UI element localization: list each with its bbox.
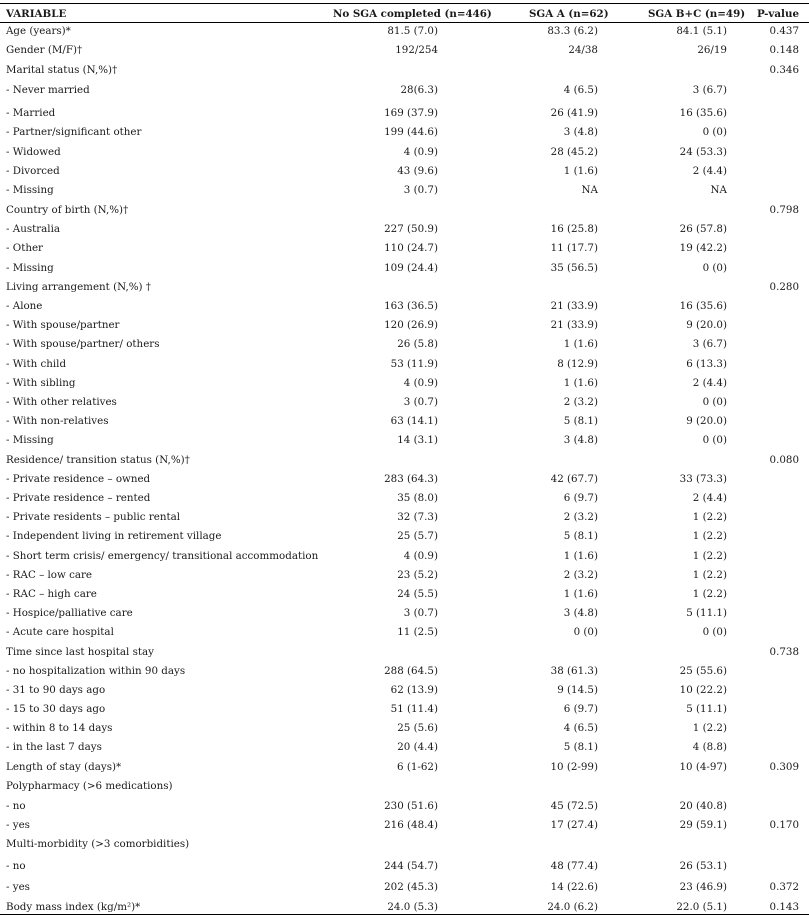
header-p-value: P-value <box>756 8 799 20</box>
cell-sga-a: 11 (17.7) <box>550 242 598 254</box>
cell-sga-a: 4 (6.5) <box>563 722 598 734</box>
cell-sga-a: 2 (3.2) <box>563 569 598 581</box>
cell-sga-bc: 1 (2.2) <box>692 550 727 562</box>
cell-sga-bc: 25 (55.6) <box>679 665 727 677</box>
cell-sga-bc: 10 (22.2) <box>679 684 727 696</box>
cell-no-sga: 288 (64.5) <box>384 665 438 677</box>
cell-no-sga: 32 (7.3) <box>397 511 438 523</box>
cell-sga-a: 4 (6.5) <box>563 84 598 96</box>
cell-no-sga: 63 (14.1) <box>390 415 438 427</box>
cell-sga-bc: 16 (35.6) <box>679 300 727 312</box>
cell-sga-a: 1 (1.6) <box>563 550 598 562</box>
row-label: - With child <box>6 358 67 370</box>
cell-p-value: 0.346 <box>769 64 799 76</box>
cell-sga-bc: 20 (40.8) <box>679 800 727 812</box>
row-label: - With other relatives <box>6 396 117 408</box>
row-label: - Alone <box>6 300 43 312</box>
cell-p-value: 0.170 <box>769 819 799 831</box>
row-label: - Never married <box>6 84 90 96</box>
cell-p-value: 0.280 <box>769 281 799 293</box>
cell-sga-bc: 0 (0) <box>702 396 727 408</box>
cell-sga-a: 2 (3.2) <box>563 396 598 408</box>
cell-sga-a: 42 (67.7) <box>550 473 598 485</box>
cell-sga-bc: 9 (20.0) <box>686 319 727 331</box>
cell-sga-bc: 6 (13.3) <box>686 358 727 370</box>
cell-sga-a: 5 (8.1) <box>563 530 598 542</box>
row-label: - Hospice/palliative care <box>6 607 133 619</box>
cell-sga-bc: 29 (59.1) <box>679 819 727 831</box>
cell-no-sga: 227 (50.9) <box>384 223 438 235</box>
row-label: - Divorced <box>6 165 60 177</box>
row-label: - no <box>6 860 26 872</box>
row-label: - Missing <box>6 262 54 274</box>
row-label: - no <box>6 800 26 812</box>
row-label: - With sibling <box>6 377 76 389</box>
cell-no-sga: 25 (5.7) <box>397 530 438 542</box>
cell-no-sga: 14 (3.1) <box>397 434 438 446</box>
cell-sga-a: 1 (1.6) <box>563 165 598 177</box>
row-label: Gender (M/F)† <box>6 44 83 56</box>
cell-sga-a: 3 (4.8) <box>563 607 598 619</box>
cell-sga-bc: 0 (0) <box>702 262 727 274</box>
cell-no-sga: 4 (0.9) <box>403 377 438 389</box>
cell-p-value: 0.437 <box>769 25 799 37</box>
row-label: - Acute care hospital <box>6 626 114 638</box>
cell-no-sga: 163 (36.5) <box>384 300 438 312</box>
cell-sga-bc: 10 (4-97) <box>679 761 727 773</box>
cell-sga-bc: 2 (4.4) <box>692 377 727 389</box>
cell-sga-bc: 2 (4.4) <box>692 492 727 504</box>
cell-no-sga: 4 (0.9) <box>403 550 438 562</box>
row-label: Age (years)* <box>6 25 71 37</box>
cell-sga-a: 38 (61.3) <box>550 665 598 677</box>
cell-no-sga: 192/254 <box>395 44 438 56</box>
cell-no-sga: 3 (0.7) <box>403 184 438 196</box>
cell-no-sga: 3 (0.7) <box>403 396 438 408</box>
cell-no-sga: 53 (11.9) <box>390 358 438 370</box>
row-label: - With non-relatives <box>6 415 109 427</box>
cell-no-sga: 51 (11.4) <box>390 703 438 715</box>
cell-no-sga: 6 (1-62) <box>397 761 438 773</box>
cell-sga-bc: 3 (6.7) <box>692 84 727 96</box>
cell-sga-bc: 1 (2.2) <box>692 530 727 542</box>
cell-no-sga: 109 (24.4) <box>384 262 438 274</box>
cell-sga-a: 83.3 (6.2) <box>547 25 598 37</box>
row-label: - With spouse/partner <box>6 319 120 331</box>
cell-sga-a: 48 (77.4) <box>550 860 598 872</box>
cell-sga-a: 45 (72.5) <box>550 800 598 812</box>
row-label: Residence/ transition status (N,%)† <box>6 454 190 466</box>
header-sga-bc: SGA B+C (n=49) <box>648 8 746 20</box>
cell-sga-bc: 84.1 (5.1) <box>676 25 727 37</box>
cell-sga-bc: NA <box>710 184 727 196</box>
cell-sga-a: 3 (4.8) <box>563 126 598 138</box>
cell-sga-bc: 5 (11.1) <box>686 607 727 619</box>
cell-sga-a: 35 (56.5) <box>550 262 598 274</box>
cell-sga-bc: 2 (4.4) <box>692 165 727 177</box>
cell-sga-a: 21 (33.9) <box>550 300 598 312</box>
cell-sga-a: 16 (25.8) <box>550 223 598 235</box>
cell-sga-bc: 23 (46.9) <box>679 881 727 893</box>
cell-no-sga: 283 (64.3) <box>384 473 438 485</box>
cell-sga-bc: 0 (0) <box>702 626 727 638</box>
row-label: - Private residence – rented <box>6 492 151 504</box>
cell-sga-a: 21 (33.9) <box>550 319 598 331</box>
row-label: - no hospitalization within 90 days <box>6 665 186 677</box>
row-label: - 15 to 30 days ago <box>6 703 106 715</box>
cell-no-sga: 43 (9.6) <box>397 165 438 177</box>
row-label: - Australia <box>6 223 61 235</box>
cell-no-sga: 216 (48.4) <box>384 819 438 831</box>
cell-sga-a: 5 (8.1) <box>563 741 598 753</box>
cell-sga-bc: 22.0 (5.1) <box>676 901 727 913</box>
cell-sga-bc: 19 (42.2) <box>679 242 727 254</box>
cell-sga-bc: 4 (8.8) <box>692 741 727 753</box>
row-label: - Private residents – public rental <box>6 511 181 523</box>
cell-sga-a: 5 (8.1) <box>563 415 598 427</box>
cell-sga-a: 24.0 (6.2) <box>547 901 598 913</box>
cell-sga-a: 14 (22.6) <box>550 881 598 893</box>
cell-sga-bc: 26 (53.1) <box>679 860 727 872</box>
header-sga-a: SGA A (n=62) <box>529 8 609 20</box>
row-label: - 31 to 90 days ago <box>6 684 106 696</box>
row-label: Polypharmacy (>6 medications) <box>6 780 173 792</box>
cell-sga-bc: 1 (2.2) <box>692 722 727 734</box>
cell-no-sga: 120 (26.9) <box>384 319 438 331</box>
row-label: - Missing <box>6 184 54 196</box>
cell-no-sga: 3 (0.7) <box>403 607 438 619</box>
cell-sga-bc: 26 (57.8) <box>679 223 727 235</box>
cell-no-sga: 35 (8.0) <box>397 492 438 504</box>
cell-no-sga: 202 (45.3) <box>384 881 438 893</box>
cell-sga-a: 1 (1.6) <box>563 377 598 389</box>
row-label: Body mass index (kg/m²)* <box>6 901 141 913</box>
row-label: - Other <box>6 242 43 254</box>
row-label: - Private residence – owned <box>6 473 151 485</box>
cell-no-sga: 11 (2.5) <box>397 626 438 638</box>
header-no-sga: No SGA completed (n=446) <box>333 8 492 20</box>
row-label: - Widowed <box>6 146 61 158</box>
cell-p-value: 0.080 <box>769 454 799 466</box>
cell-sga-bc: 0 (0) <box>702 126 727 138</box>
row-label: - With spouse/partner/ others <box>6 338 160 350</box>
cell-sga-a: 6 (9.7) <box>563 703 598 715</box>
table-bottom-rule <box>0 914 809 915</box>
row-label: - Missing <box>6 434 54 446</box>
cell-no-sga: 62 (13.9) <box>390 684 438 696</box>
cell-no-sga: 244 (54.7) <box>384 860 438 872</box>
cell-sga-bc: 33 (73.3) <box>679 473 727 485</box>
cell-no-sga: 20 (4.4) <box>397 741 438 753</box>
cell-sga-bc: 3 (6.7) <box>692 338 727 350</box>
cell-sga-a: 26 (41.9) <box>550 107 598 119</box>
cell-sga-a: 1 (1.6) <box>563 588 598 600</box>
cell-sga-a: 10 (2-99) <box>550 761 598 773</box>
cell-sga-a: 0 (0) <box>573 626 598 638</box>
cell-no-sga: 4 (0.9) <box>403 146 438 158</box>
row-label: - Short term crisis/ emergency/ transitional accommodation <box>6 550 319 562</box>
cell-p-value: 0.372 <box>769 881 799 893</box>
row-label: Marital status (N,%)† <box>6 64 118 76</box>
cell-no-sga: 169 (37.9) <box>384 107 438 119</box>
cell-p-value: 0.143 <box>769 901 799 913</box>
cell-sga-a: NA <box>581 184 598 196</box>
cell-sga-bc: 26/19 <box>697 44 727 56</box>
row-label: - RAC – low care <box>6 569 93 581</box>
cell-no-sga: 110 (24.7) <box>384 242 438 254</box>
row-label: - in the last 7 days <box>6 741 102 753</box>
cell-p-value: 0.148 <box>769 44 799 56</box>
row-label: Living arrangement (N,%) † <box>6 281 151 293</box>
cell-no-sga: 23 (5.2) <box>397 569 438 581</box>
cell-sga-bc: 9 (20.0) <box>686 415 727 427</box>
cell-p-value: 0.738 <box>769 646 799 658</box>
cell-sga-a: 6 (9.7) <box>563 492 598 504</box>
row-label: - Partner/significant other <box>6 126 142 138</box>
row-label: Time since last hospital stay <box>6 646 154 658</box>
cell-no-sga: 199 (44.6) <box>384 126 438 138</box>
cell-sga-a: 3 (4.8) <box>563 434 598 446</box>
cell-no-sga: 28(6.3) <box>400 84 438 96</box>
row-label: - within 8 to 14 days <box>6 722 113 734</box>
cell-sga-bc: 5 (11.1) <box>686 703 727 715</box>
cell-sga-bc: 1 (2.2) <box>692 588 727 600</box>
row-label: Length of stay (days)* <box>6 761 122 773</box>
cell-sga-bc: 0 (0) <box>702 434 727 446</box>
row-label: - yes <box>6 819 30 831</box>
cell-no-sga: 230 (51.6) <box>384 800 438 812</box>
table-top-rule <box>0 3 809 4</box>
cell-sga-a: 9 (14.5) <box>557 684 598 696</box>
cell-no-sga: 26 (5.8) <box>397 338 438 350</box>
cell-sga-bc: 16 (35.6) <box>679 107 727 119</box>
cell-sga-a: 8 (12.9) <box>557 358 598 370</box>
cell-sga-a: 28 (45.2) <box>550 146 598 158</box>
cell-sga-bc: 1 (2.2) <box>692 511 727 523</box>
cell-p-value: 0.309 <box>769 761 799 773</box>
cell-no-sga: 24 (5.5) <box>397 588 438 600</box>
cell-no-sga: 24.0 (5.3) <box>387 901 438 913</box>
header-variable: VARIABLE <box>6 8 67 20</box>
table-header-rule <box>0 22 809 23</box>
row-label: - yes <box>6 881 30 893</box>
row-label: - RAC – high care <box>6 588 97 600</box>
row-label: - Married <box>6 107 56 119</box>
cell-no-sga: 25 (5.6) <box>397 722 438 734</box>
cell-sga-bc: 1 (2.2) <box>692 569 727 581</box>
cell-sga-a: 2 (3.2) <box>563 511 598 523</box>
cell-p-value: 0.798 <box>769 204 799 216</box>
cell-no-sga: 81.5 (7.0) <box>387 25 438 37</box>
row-label: Country of birth (N,%)† <box>6 204 129 216</box>
cell-sga-a: 1 (1.6) <box>563 338 598 350</box>
cell-sga-a: 24/38 <box>568 44 598 56</box>
row-label: Multi-morbidity (>3 comorbidities) <box>6 838 190 850</box>
cell-sga-a: 17 (27.4) <box>550 819 598 831</box>
row-label: - Independent living in retirement village <box>6 530 222 542</box>
cell-sga-bc: 24 (53.3) <box>679 146 727 158</box>
